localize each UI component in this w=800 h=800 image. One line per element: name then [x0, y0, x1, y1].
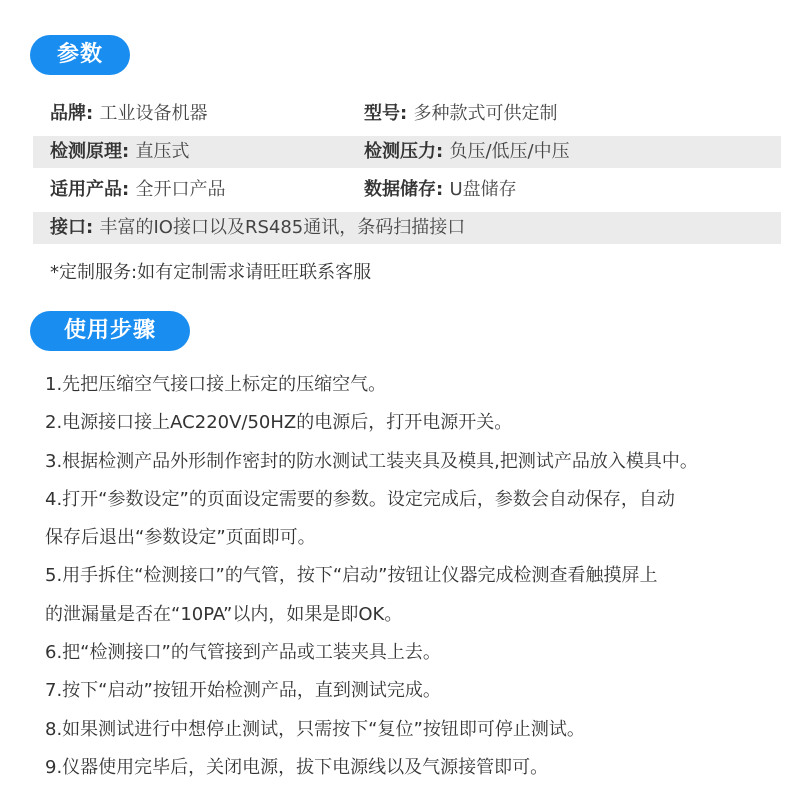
- param-label: 检测压力: [364, 141, 436, 162]
- param-label: 数据储存: [364, 179, 436, 200]
- step-line: 4.打开“参数设定”的页面设定需要的参数。设定完成后，参数会自动保存，自动: [45, 488, 675, 510]
- param-data-storage: [364, 174, 517, 206]
- step-line: 8.如果测试进行中想停止测试，只需按下“复位”按钮即可停止测试。: [45, 718, 585, 740]
- param-separator: :: [122, 141, 136, 162]
- step-line: 9.仪器使用完毕后，关闭电源，拔下电源线以及气源接管即可。: [45, 756, 549, 778]
- param-label: 接口: [50, 217, 86, 238]
- param-brand: [50, 98, 207, 130]
- param-value: U盘储存: [449, 179, 517, 200]
- usage-steps-list: [45, 366, 765, 787]
- param-detection-pressure: [364, 136, 570, 168]
- param-value: 全开口产品: [135, 179, 226, 200]
- param-separator: :: [86, 103, 100, 124]
- custom-service-note: *定制服务:如有定制需求请旺旺联系客服: [50, 262, 372, 283]
- param-separator: :: [86, 217, 100, 238]
- param-label: 检测原理: [50, 141, 122, 162]
- param-model: [364, 98, 557, 130]
- param-value: 直压式: [135, 141, 190, 162]
- param-interface: [50, 212, 465, 244]
- step-line: 7.按下“启动”按钮开始检测产品，直到测试完成。: [45, 680, 441, 702]
- param-detection-principle: [50, 136, 189, 168]
- step-line: 3.根据检测产品外形制作密封的防水测试工装夹具及模具,把测试产品放入模具中。: [45, 450, 698, 472]
- param-separator: :: [400, 103, 414, 124]
- param-value: 工业设备机器: [99, 103, 208, 124]
- step-line: 1.先把压缩空气接口接上标定的压缩空气。: [45, 374, 387, 395]
- step-line: 的泄漏量是否在“10PA”以内，如果是即OK。: [45, 603, 403, 625]
- step-line: 6.把“检测接口”的气管接到产品或工装夹具上去。: [45, 642, 441, 664]
- step-line: 5.用手拆住“检测接口”的气管，按下“启动”按钮让仪器完成检测查看触摸屏上: [45, 565, 658, 587]
- step-line: 保存后退出“参数设定”页面即可。: [45, 527, 316, 549]
- param-value: 多种款式可供定制: [413, 103, 558, 124]
- params-title-badge: 参数: [30, 35, 130, 75]
- param-row: [33, 174, 781, 206]
- param-row: [33, 98, 781, 130]
- param-applicable-products: [50, 174, 225, 206]
- param-row: [33, 212, 781, 244]
- param-separator: :: [436, 179, 450, 200]
- step-line: 2.电源接口接上AC220V/50HZ的电源后，打开电源开关。: [45, 412, 513, 434]
- param-row: [33, 136, 781, 168]
- param-label: 型号: [364, 103, 400, 124]
- usage-title-badge: 使用步骤: [30, 311, 190, 351]
- param-value: 丰富的IO接口以及RS485通讯，条码扫描接口: [99, 217, 466, 238]
- param-label: 适用产品: [50, 179, 122, 200]
- param-value: 负压/低压/中压: [449, 141, 570, 162]
- param-label: 品牌: [50, 103, 86, 124]
- param-separator: :: [436, 141, 450, 162]
- param-separator: :: [122, 179, 136, 200]
